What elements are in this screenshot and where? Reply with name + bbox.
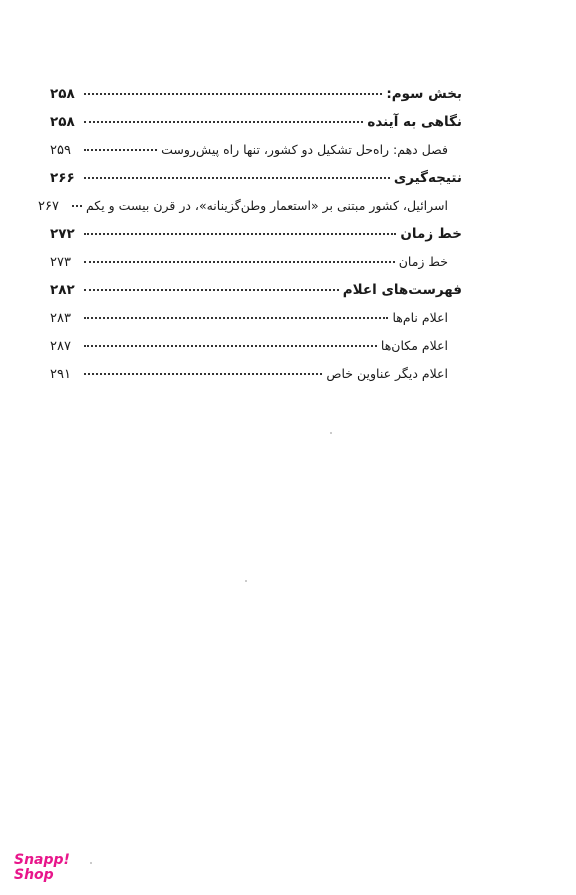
toc-entry (50, 86, 462, 114)
toc-entry-title: فهرست‌های اعلام (342, 282, 462, 298)
dot-leader (84, 373, 322, 375)
dot-leader (84, 233, 396, 235)
dot-leader (72, 205, 82, 207)
paper-speck (330, 432, 332, 434)
toc-entry-page: ۲۶۶ (50, 170, 75, 186)
toc-entry-title: اعلام نام‌ها (392, 310, 448, 325)
toc-entry-title: فصل دهم: راه‌حل تشکیل دو کشور، تنها راه پیش‌روست (161, 142, 448, 157)
paper-speck (245, 580, 247, 582)
toc-entry-title: نگاهی به آینده (367, 114, 462, 130)
dot-leader (84, 345, 377, 347)
table-of-contents (37, 86, 462, 394)
dot-leader (84, 289, 339, 291)
dot-leader (84, 149, 157, 151)
toc-entry-page: ۲۷۳ (50, 255, 71, 270)
toc-entry (50, 170, 462, 198)
logo-line1: Snapp! (14, 852, 70, 868)
toc-entry (50, 366, 462, 394)
toc-entry-page: ۲۸۲ (50, 282, 75, 298)
toc-entry (50, 254, 462, 282)
paper-speck (90, 862, 92, 864)
toc-entry (50, 142, 462, 170)
toc-entry-page: ۲۶۷ (37, 199, 59, 214)
toc-entry-title: اعلام مکان‌ها (380, 338, 448, 353)
toc-entry-title: خط زمان (398, 254, 448, 269)
toc-entry (50, 226, 462, 254)
dot-leader (84, 317, 388, 319)
toc-entry-page: ۲۷۲ (50, 226, 75, 242)
toc-entry-page: ۲۵۸ (50, 114, 75, 130)
toc-entry (50, 282, 462, 310)
dot-leader (84, 121, 363, 123)
toc-entry-page: ۲۸۳ (50, 311, 71, 326)
logo-line2: Shop (14, 867, 54, 883)
toc-entry (50, 338, 462, 366)
toc-entry-title: اعلام دیگر عناوین خاص (326, 366, 448, 381)
toc-entry-page: ۲۸۷ (50, 339, 71, 354)
toc-entry (50, 114, 462, 142)
toc-entry-title: خط زمان (400, 226, 462, 242)
snappshop-logo (14, 853, 70, 883)
toc-entry (37, 198, 462, 226)
dot-leader (84, 261, 395, 263)
toc-entry-page: ۲۹۱ (50, 367, 71, 382)
dot-leader (84, 177, 390, 179)
toc-entry-title: بخش سوم: (386, 86, 462, 102)
toc-entry-title: اسرائیل، کشور مبتنی بر «استعمار وطن‌گزینانه»، در قرن بیست و یکم (85, 198, 448, 213)
dot-leader (84, 93, 382, 95)
toc-entry-page: ۲۵۹ (50, 143, 71, 158)
toc-entry (50, 310, 462, 338)
toc-entry-page: ۲۵۸ (50, 86, 75, 102)
toc-entry-title: نتیجه‌گیری (393, 170, 462, 186)
